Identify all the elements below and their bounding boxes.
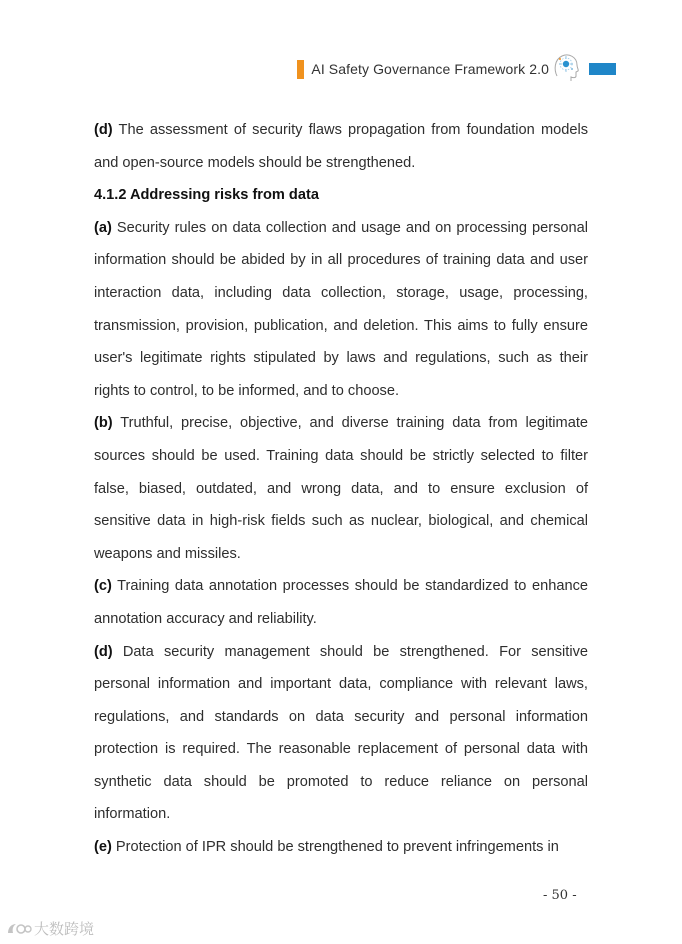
header-accent-bar: [297, 60, 304, 79]
header-blue-bar: [589, 63, 616, 75]
paragraph-label: (b): [94, 415, 113, 432]
header-title: AI Safety Governance Framework 2.0: [311, 61, 549, 77]
paragraph-text: Security rules on data collection and usage and on processing personal information should be abided by in all procedures of training data and user interaction data, including data collection, storage, usage, processing, transmission, provision, publication, and deletion. This aims to fully ensure user's legitimate rights stipulated by laws and regulations, such as their rights to control, to be informed, and to choose.: [94, 219, 588, 399]
paragraph-d-security: [94, 636, 588, 832]
paragraph-d-foundation: [94, 114, 588, 179]
paragraph-e: [94, 831, 588, 864]
paragraph-text: Truthful, precise, objective, and diverse training data from legitimate sources should be used. Training data should be strictly selected to filter false, biased, outdated, and wrong data, and to ensure exclusion of sensitive data in high-risk fields such as nuclear, biological, and chemical weapons and missiles.: [94, 415, 588, 562]
paragraph-text: Data security management should be strengthened. For sensitive personal information and important data, compliance with relevant laws, regulations, and standards on data security and personal information protection is required. The reasonable replacement of personal data with synthetic data should be promoted to reduce reliance on personal information.: [94, 643, 588, 823]
page-number: - 50 -: [543, 888, 577, 903]
paragraph-label: (e): [94, 839, 112, 856]
paragraph-label: (d): [94, 122, 113, 138]
paragraph-label: (c): [94, 578, 112, 595]
paragraph-label: (d): [94, 643, 113, 660]
paragraph-text: Training data annotation processes should be standardized to enhance annotation accuracy and reliability.: [94, 578, 588, 627]
watermark-logo-icon: [6, 921, 32, 937]
watermark-text: 大数跨境: [34, 921, 95, 938]
body-text: [94, 114, 588, 864]
paragraph-label: (a): [94, 219, 112, 236]
paragraph-c: [94, 570, 588, 635]
section-heading: 4.1.2 Addressing risks from data: [94, 187, 319, 204]
paragraph-a: [94, 212, 588, 408]
paragraph-b: [94, 407, 588, 570]
paragraph-text: Protection of IPR should be strengthened to prevent infringements in: [111, 839, 559, 856]
ai-head-icon: [551, 50, 581, 82]
paragraph-text: The assessment of security flaws propagation from foundation models and open-source models should be strengthened.: [94, 122, 588, 171]
watermark: [6, 918, 94, 939]
page-header: [297, 56, 616, 82]
